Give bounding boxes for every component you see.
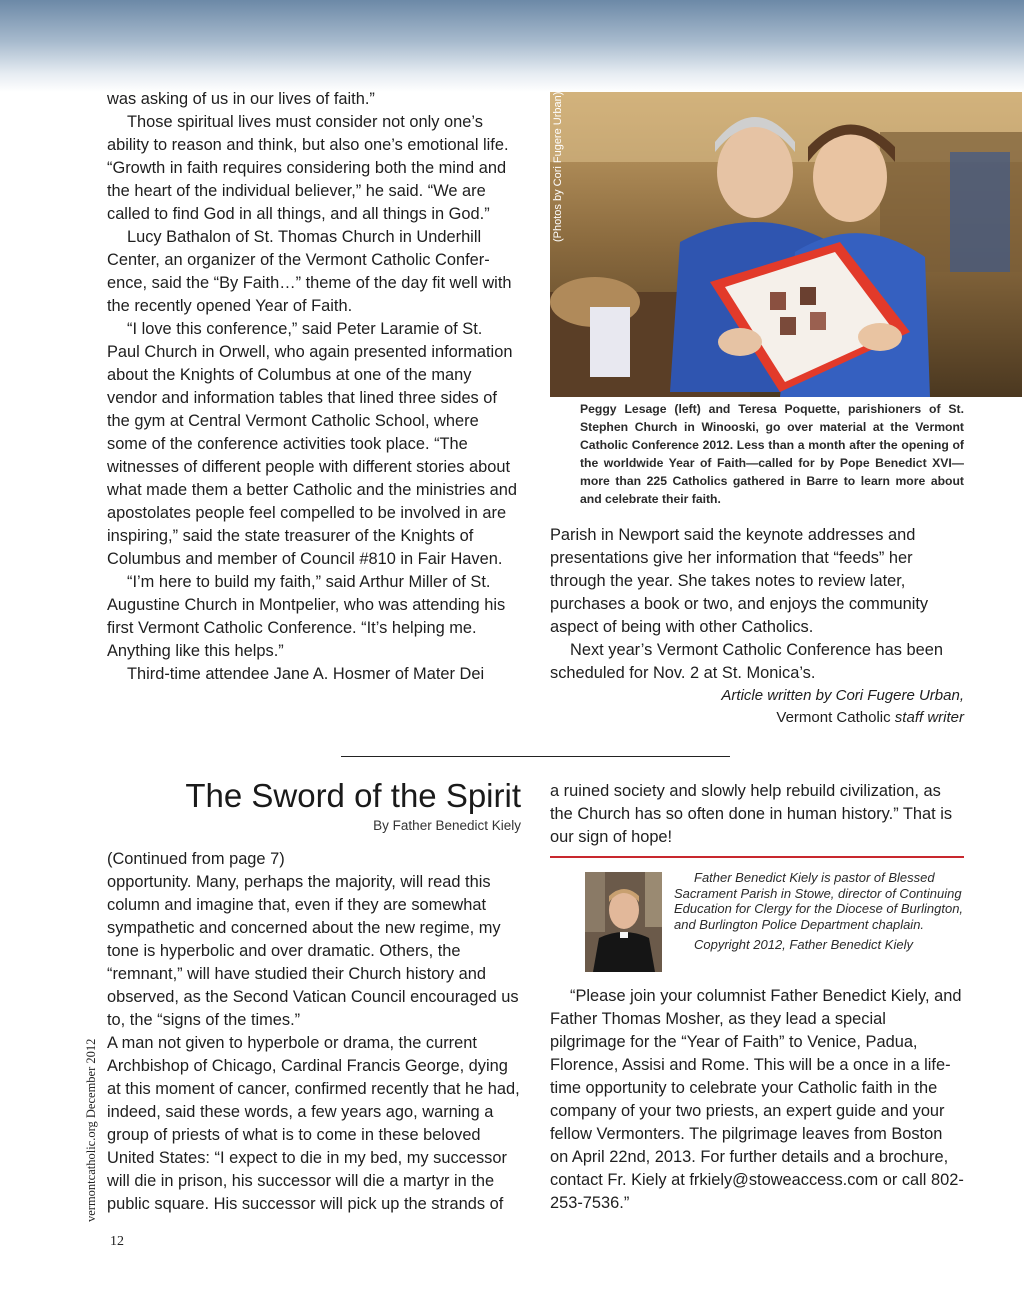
- column-paragraph: opportunity. Many, perhaps the majority, will read this column and imagine that, even if they are somewhat sympathetic and concerned about the new regime, my tone is hyperbolic and over dramatic. Others, the “remnant,” will have studied their Church history and observed, as the Second Vatican Council encouraged us to, the “signs of the times.”: [107, 873, 519, 1029]
- article-credit-role: [550, 707, 964, 729]
- photo-credit-text: (Photos by Cori Fugere Urban): [552, 91, 564, 242]
- column-left-text: [107, 848, 521, 1216]
- column-byline: By Father Benedict Kiely: [373, 818, 521, 833]
- continued-note: (Continued from page 7): [107, 850, 285, 868]
- pilgrimage-notice: [550, 985, 964, 1215]
- author-photo: [585, 872, 662, 972]
- conference-photo-illustration: [550, 92, 1022, 397]
- conference-photo: [550, 92, 1022, 397]
- copyright-text: Copyright 2012, Father Benedict Kiely: [694, 937, 913, 952]
- article-paragraph: was asking of us in our lives of faith.”: [107, 90, 375, 108]
- publication-name: Vermont Catholic: [776, 709, 891, 726]
- column-paragraph: a ruined society and slowly help rebuild civilization, as the Church has so often done in human history.” That is our sign of hope!: [550, 782, 953, 846]
- author-photo-illustration: [585, 872, 662, 972]
- section-divider: [341, 756, 730, 757]
- red-divider: [550, 856, 964, 858]
- pilgrimage-paragraph: “Please join your columnist Father Benedict Kiely, and Father Thomas Mosher, as they lead a special pilgrimage for the “Year of Faith” to Venice, Padua, Florence, Assisi and Rome. This will be a once in a lifetime opportunity to celebrate your Catholic faith in the company of your two priests, an expert guide and your fellow Vermonters. The pilgrimage leaves from Boston on April 22nd, 2013. For further details and a brochure, contact Fr. Kiely at frkiely@stoweaccess.com or call 802-253-7536.”: [550, 987, 964, 1212]
- article-right-column: [550, 524, 964, 729]
- page-number: 12: [110, 1234, 124, 1249]
- article-paragraph: Third-time attendee Jane A. Hosmer of Mater Dei: [127, 665, 485, 683]
- article-paragraph: Next year’s Vermont Catholic Conference has been scheduled for Nov. 2 at St. Monica’s.: [550, 641, 943, 682]
- header-gradient-band: [0, 0, 1024, 92]
- author-bio-text: Father Benedict Kiely is pastor of Blessed Sacrament Parish in Stowe, director of Continuing Education for Clergy for the Diocese of Burlington, and Burlington Police Department chaplain.: [674, 870, 964, 932]
- staff-role: staff writer: [890, 709, 964, 726]
- article-credit-author: Article written by Cori Fugere Urban,: [721, 687, 964, 704]
- article-left-column: [107, 88, 519, 686]
- column-paragraph: A man not given to hyperbole or drama, the current Archbishop of Chicago, Cardinal Francis George, dying at this moment of cancer, confirmed recently that he had, indeed, said these words, a few years ago, warning a group of priests of what is to come in these beloved United States: “I expect to die in my bed, my successor will die in prison, his successor will die a martyr in the public square. His successor will pick up the strands of: [107, 1034, 520, 1213]
- article-credit: [550, 685, 964, 729]
- photo-credit: [552, 92, 570, 242]
- article-paragraph: Those spiritual lives must consider not only one’s ability to reason and think, but also one’s emotional life. “Growth in faith requires considering both the mind and the heart of the individual believer,” he said. “We are called to find God in all things, and all things in God.”: [107, 113, 509, 223]
- column-right-text: [550, 780, 964, 849]
- side-folio-text: vermontcatholic.org December 2012: [84, 1038, 98, 1222]
- side-folio: [84, 1022, 100, 1222]
- author-bio: [674, 870, 964, 953]
- photo-caption: Peggy Lesage (left) and Teresa Poquette, parishioners of St. Stephen Church in Winooski, go over material at the Vermont Catholic Conference 2012. Less than a month after the opening of the worldwide Year of Faith—called for by Pope Benedict XVI—more than 225 Catholics gathered in Barre to learn more about and celebrate their faith.: [580, 402, 964, 506]
- article-paragraph: “I love this conference,” said Peter Laramie of St. Paul Church in Orwell, who again presented information about the Knights of Columbus at one of the many vendor and information tables that lined three sides of the gym at Central Vermont Catholic School, where some of the conference activities took place. “The witnesses of different people with different stories about what made them a better Catholic and the ministries and apostolates people feel compelled to be involved in are inspiring,” said the state treasurer of the Knights of Columbus and member of Council #810 in Fair Haven.: [107, 320, 517, 568]
- article-paragraph: Lucy Bathalon of St. Thomas Church in Underhill Center, an organizer of the Vermont Catholic Conference, said the “By Faith…” theme of the day fit well with the recently opened Year of Faith.: [107, 228, 512, 315]
- article-paragraph: Parish in Newport said the keynote addresses and presentations give her information that “feeds” her through the year. She takes notes to review later, purchases a book or two, and enjoys the community aspect of being with other Catholics.: [550, 526, 929, 636]
- article-paragraph: “I’m here to build my faith,” said Arthur Miller of St. Augustine Church in Montpelier, who was attending his first Vermont Catholic Conference. “It’s helping me. Anything like this helps.”: [107, 573, 506, 660]
- column-title: The Sword of the Spirit: [185, 777, 521, 814]
